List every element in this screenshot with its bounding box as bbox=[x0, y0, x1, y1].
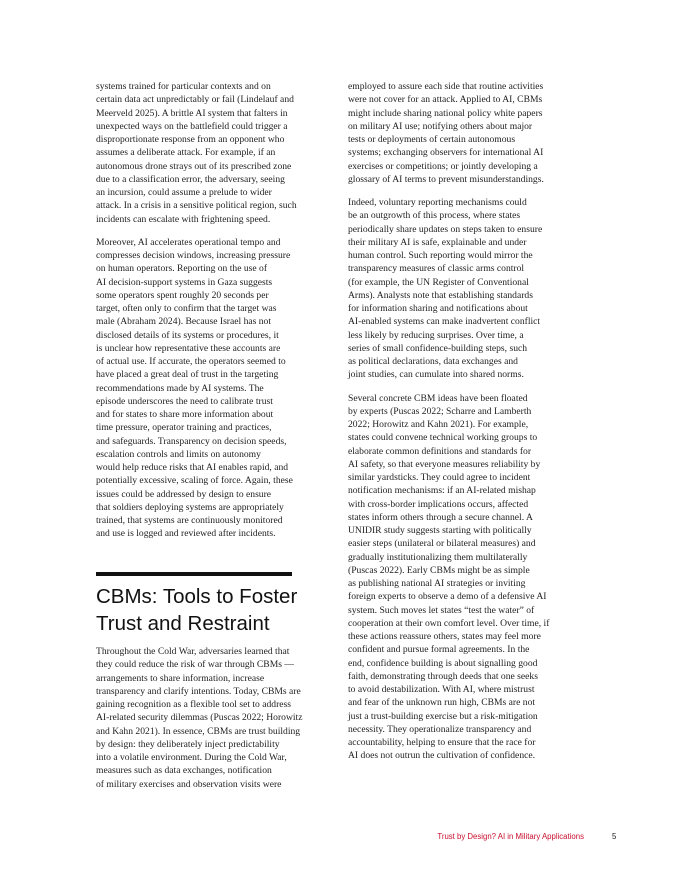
text-line: to avoid destabilization. With AI, where mistrust bbox=[348, 684, 535, 695]
text-line: accountability, helping to ensure that the race for bbox=[348, 737, 536, 748]
text-line: periodically share updates on steps taken to ensure bbox=[348, 223, 543, 235]
text-line: foreign experts to observe a demo of a defensive AI bbox=[348, 591, 547, 603]
body-paragraph bbox=[348, 80, 588, 186]
text-line: and use is logged and reviewed after incidents. bbox=[96, 528, 276, 540]
text-line: target, often only to confirm that the target was bbox=[96, 303, 277, 314]
text-line: they could reduce the risk of war through CBMs — bbox=[96, 659, 294, 671]
text-line: and Kahn 2021). In essence, CBMs are trust building bbox=[96, 725, 301, 737]
text-line: by design: they deliberately inject predictability bbox=[96, 738, 280, 750]
right-column bbox=[348, 80, 588, 773]
section-body bbox=[96, 645, 336, 801]
text-line: human control. Such reporting would mirror the bbox=[348, 250, 533, 261]
running-footer-title: Trust by Design? AI in Military Applications bbox=[437, 832, 584, 841]
text-line: these actions reassure others, states may feel more bbox=[348, 631, 541, 642]
text-line: 2022; Horowitz and Kahn 2021). For example, bbox=[348, 419, 529, 430]
text-line: employed to assure each side that routine activities bbox=[348, 81, 544, 92]
text-line: by experts (Puscas 2022; Scharre and Lamberth bbox=[348, 405, 532, 417]
text-line: systems; exchanging observers for international AI bbox=[348, 147, 544, 159]
page-number: 5 bbox=[612, 832, 617, 841]
text-line: confident and pursue formal agreements. In the bbox=[348, 644, 530, 656]
text-line: AI does not outrun the cultivation of confidence. bbox=[348, 750, 536, 762]
text-line: states inform others through a secure channel. A bbox=[348, 511, 533, 523]
text-line: tests or deployments of certain autonomous bbox=[348, 134, 516, 145]
text-line: compresses decision windows, increasing pressure bbox=[96, 250, 291, 261]
text-line: autonomous drone strays out of its prescribed zone bbox=[96, 160, 292, 172]
text-line: be an outgrowth of this process, where states bbox=[348, 210, 521, 222]
text-line: Arms). Analysts note that establishing standards bbox=[348, 289, 533, 301]
text-line: exercises or competitions; or jointly developing a bbox=[348, 160, 538, 172]
text-line: systems trained for particular contexts and on bbox=[96, 81, 271, 92]
body-paragraph bbox=[96, 80, 336, 226]
text-line: their military AI is safe, explainable and under bbox=[348, 236, 527, 248]
text-line: would help reduce risks that AI enables rapid, and bbox=[96, 462, 289, 473]
text-line: incidents can escalate with frightening speed. bbox=[96, 213, 271, 225]
text-line: transparency measures of classic arms control bbox=[348, 263, 525, 275]
text-line: states could convene technical working groups to bbox=[348, 432, 538, 444]
text-line: an incursion, could assume a prelude to wider bbox=[96, 187, 272, 198]
section-rule bbox=[96, 572, 292, 576]
text-line: glossary of AI terms to prevent misunderstandings. bbox=[348, 173, 544, 185]
text-line: Several concrete CBM ideas have been floated bbox=[348, 392, 528, 404]
text-line: (Puscas 2022). Early CBMs might be as simple bbox=[348, 564, 530, 576]
text-line: easier steps (unilateral or bilateral measures) and bbox=[348, 538, 536, 550]
text-line: due to a classification error, the adversary, seeing bbox=[96, 173, 285, 185]
text-line: AI safety, so that everyone measures reliability by bbox=[348, 458, 541, 470]
left-column bbox=[96, 80, 336, 551]
text-line: and for states to share more information about bbox=[96, 409, 274, 420]
body-paragraph bbox=[348, 392, 588, 763]
text-line: gradually institutionalizing them multilaterally bbox=[348, 551, 528, 563]
text-line: gaining recognition as a flexible tool set to address bbox=[96, 699, 292, 710]
text-line: male (Abraham 2024). Because Israel has not bbox=[96, 316, 272, 328]
text-line: is unclear how representative these accounts are bbox=[96, 342, 281, 354]
text-line: necessity. They operationalize transparency and bbox=[348, 723, 532, 735]
text-line: UNIDIR study suggests starting with politically bbox=[348, 525, 532, 536]
text-line: series of small confidence-building steps, such bbox=[348, 342, 528, 354]
text-line: transparency and clarify intentions. Today, CBMs are bbox=[96, 685, 301, 697]
text-line: Moreover, AI accelerates operational tempo and bbox=[96, 236, 281, 248]
text-line: with cross-border implications occurs, affected bbox=[348, 498, 529, 510]
text-line: AI-related security dilemmas (Puscas 2022; Horowitz bbox=[96, 712, 303, 724]
text-line: Meerveld 2025). A brittle AI system that falters in bbox=[96, 107, 288, 119]
text-line: potentially excessive, scaling of force. Again, these bbox=[96, 475, 293, 487]
heading-line: Trust and Restraint bbox=[96, 612, 270, 635]
body-paragraph bbox=[96, 645, 336, 791]
text-line: recommendations made by AI systems. The bbox=[96, 382, 264, 394]
text-line: escalation controls and limits on autonomy bbox=[96, 448, 261, 460]
section-heading bbox=[96, 583, 336, 637]
text-line: similar yardsticks. They could agree to incident bbox=[348, 472, 531, 483]
text-line: system. Such moves let states “test the water” of bbox=[348, 604, 535, 616]
text-line: faith, demonstrating through deeds that one seeks bbox=[348, 670, 538, 682]
text-line: time pressure, operator training and practices, bbox=[96, 422, 272, 434]
text-line: (for example, the UN Register of Conventional bbox=[348, 276, 529, 288]
text-line: as publishing national AI strategies or inviting bbox=[348, 578, 526, 589]
text-line: into a volatile environment. During the Cold War, bbox=[96, 752, 287, 763]
text-line: joint studies, can cumulate into shared norms. bbox=[348, 369, 524, 381]
text-line: that soldiers deploying systems are appropriately bbox=[96, 501, 284, 513]
text-line: of actual use. If accurate, the operators seemed to bbox=[96, 356, 286, 367]
text-line: issues could be addressed by design to ensure bbox=[96, 488, 272, 500]
text-line: were not cover for an attack. Applied to AI, CBMs bbox=[348, 94, 543, 106]
text-line: unexpected ways on the battlefield could trigger a bbox=[96, 120, 288, 132]
text-line: trained, that systems are continuously monitored bbox=[96, 515, 283, 526]
text-line: elaborate common definitions and standards for bbox=[348, 445, 532, 457]
text-line: for information sharing and notifications about bbox=[348, 303, 528, 314]
text-line: Throughout the Cold War, adversaries learned that bbox=[96, 646, 290, 657]
text-line: on military AI use; notifying others about major bbox=[348, 120, 533, 132]
text-line: and safeguards. Transparency on decision speeds, bbox=[96, 435, 287, 447]
body-paragraph bbox=[348, 196, 588, 382]
text-line: just a trust-building exercise but a risk-mitigation bbox=[348, 710, 538, 722]
text-line: arrangements to share information, increase bbox=[96, 672, 265, 684]
text-line: less likely by reducing surprises. Over time, a bbox=[348, 329, 524, 341]
text-line: AI-enabled systems can make inadvertent conflict bbox=[348, 316, 541, 328]
text-line: cooperation at their own comfort level. Over time, if bbox=[348, 617, 550, 629]
text-line: might include sharing national policy white papers bbox=[348, 107, 543, 119]
text-line: disclosed details of its systems or procedures, it bbox=[96, 329, 279, 341]
text-line: as political declarations, data exchanges and bbox=[348, 356, 518, 367]
heading-line: CBMs: Tools to Foster bbox=[96, 585, 298, 608]
text-line: and fear of the unknown run high, CBMs are not bbox=[348, 697, 536, 709]
text-line: some operators spent roughly 20 seconds per bbox=[96, 289, 269, 301]
text-line: episode underscores the need to calibrate trust bbox=[96, 395, 273, 407]
text-line: notification mechanisms: if an AI-related mishap bbox=[348, 485, 536, 497]
text-line: of military exercises and observation visits were bbox=[96, 778, 282, 790]
text-line: disproportionate response from an opponent who bbox=[96, 134, 285, 145]
text-line: assumes a deliberate attack. For example, if an bbox=[96, 147, 276, 159]
text-line: measures such as data exchanges, notification bbox=[96, 765, 272, 777]
text-line: have placed a great deal of trust in the targeting bbox=[96, 369, 279, 381]
text-line: AI decision-support systems in Gaza suggests bbox=[96, 276, 273, 288]
body-paragraph bbox=[96, 236, 336, 541]
text-line: on human operators. Reporting on the use of bbox=[96, 263, 268, 275]
text-line: certain data act unpredictably or fail (Lindelauf and bbox=[96, 94, 294, 106]
text-line: Indeed, voluntary reporting mechanisms could bbox=[348, 197, 527, 208]
text-line: end, confidence building is about signalling good bbox=[348, 657, 538, 669]
text-line: attack. In a crisis in a sensitive political region, such bbox=[96, 200, 297, 212]
